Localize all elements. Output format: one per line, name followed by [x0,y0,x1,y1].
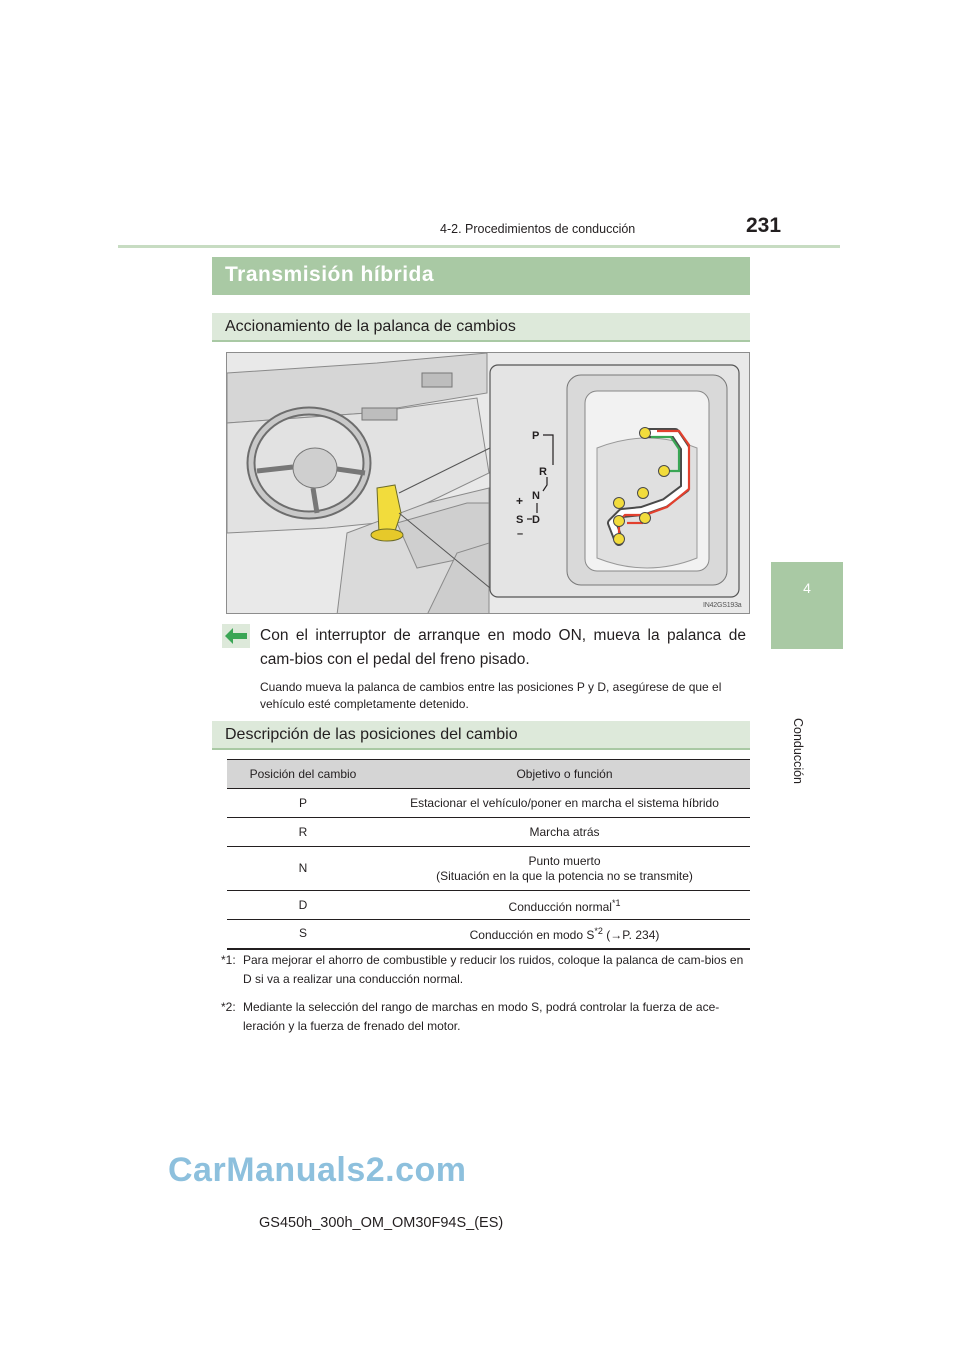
function-text: Conducción normal [508,899,612,914]
lever-note: Cuando mueva la palanca de cambios entre las posiciones P y D, asegúrese de que el vehículo esté completamente detenido. [260,680,722,711]
function-cell [379,891,750,920]
page-number: 231 [746,214,782,237]
table-row [227,920,750,949]
table-header-function: Objetivo o función [379,760,750,789]
function-line: (Situación en la que la potencia no se transmite) [436,868,693,883]
function-cell [379,920,750,949]
header-section-title: 4-2. Procedimientos de conducción [440,222,636,236]
subsection-header-positions [212,721,750,750]
footnote-text: Mediante la selección del rango de marchas en modo S, podrá controlar la fuerza de ace-leración y la fuerza de frenado del motor. [243,1000,720,1033]
table-row [227,847,750,891]
chapter-tab [771,562,843,649]
chapter-number: 4 [803,580,811,596]
position-cell: S [227,920,379,949]
subsection-title-positions: Descripción de las posiciones del cambio [225,726,518,743]
header-rule [118,245,840,248]
shift-positions-table [227,759,750,950]
shift-lever-figure [226,352,750,614]
page-reference-link[interactable]: (→P. 234) [602,928,660,943]
position-cell: N [227,847,379,891]
footnote-1 [221,951,751,989]
table-row [227,891,750,920]
footnote-ref: *1 [611,897,621,908]
section-title: Transmisión híbrida [225,263,435,286]
footnote-2 [221,998,751,1036]
function-text: Conducción en modo S [469,928,595,943]
gate-label-s: S [516,514,524,526]
shift-lever-illustration [227,353,750,614]
footnote-mark: *1: [221,953,236,967]
document-id: GS450h_300h_OM_OM30F94S_(ES) [259,1215,504,1231]
function-cell: Marcha atrás [379,818,750,847]
table-header-position: Posición del cambio [227,760,379,789]
gate-label-d: D [532,514,540,526]
chapter-label-container [788,700,808,810]
figure-code: IN42GS193a [703,602,742,609]
position-cell: D [227,891,379,920]
gate-label-r: R [539,466,547,478]
watermark-logo: CarManuals2.com [168,1151,467,1189]
gate-label-minus: – [517,528,524,540]
function-line: Punto muerto [528,853,601,868]
subsection-title-lever: Accionamiento de la palanca de cambios [225,318,516,335]
function-cell [379,847,750,891]
position-cell: P [227,789,379,818]
gate-label-n: N [532,490,540,502]
position-cell: R [227,818,379,847]
footnote-mark: *2: [221,1000,236,1014]
footnote-ref: *2 [594,926,603,937]
subsection-header-lever [212,313,750,342]
footnote-text: Para mejorar el ahorro de combustible y reducir los ruidos, coloque la palanca de cam-bios en D si va a realizar una conducción normal. [243,953,744,986]
gate-label-plus: + [516,494,524,508]
left-arrow-icon [225,628,247,644]
chapter-label: Conducción [791,717,805,784]
section-title-bar [212,257,750,295]
step-arrow-box [222,624,250,648]
gate-label-p: P [532,430,540,442]
lever-instruction: Con el interruptor de arranque en modo ON, mueva la palanca de cam-bios con el pedal del freno pisado. [260,627,746,668]
table-row [227,789,750,818]
table-row [227,818,750,847]
function-cell: Estacionar el vehículo/poner en marcha el sistema híbrido [379,789,750,818]
